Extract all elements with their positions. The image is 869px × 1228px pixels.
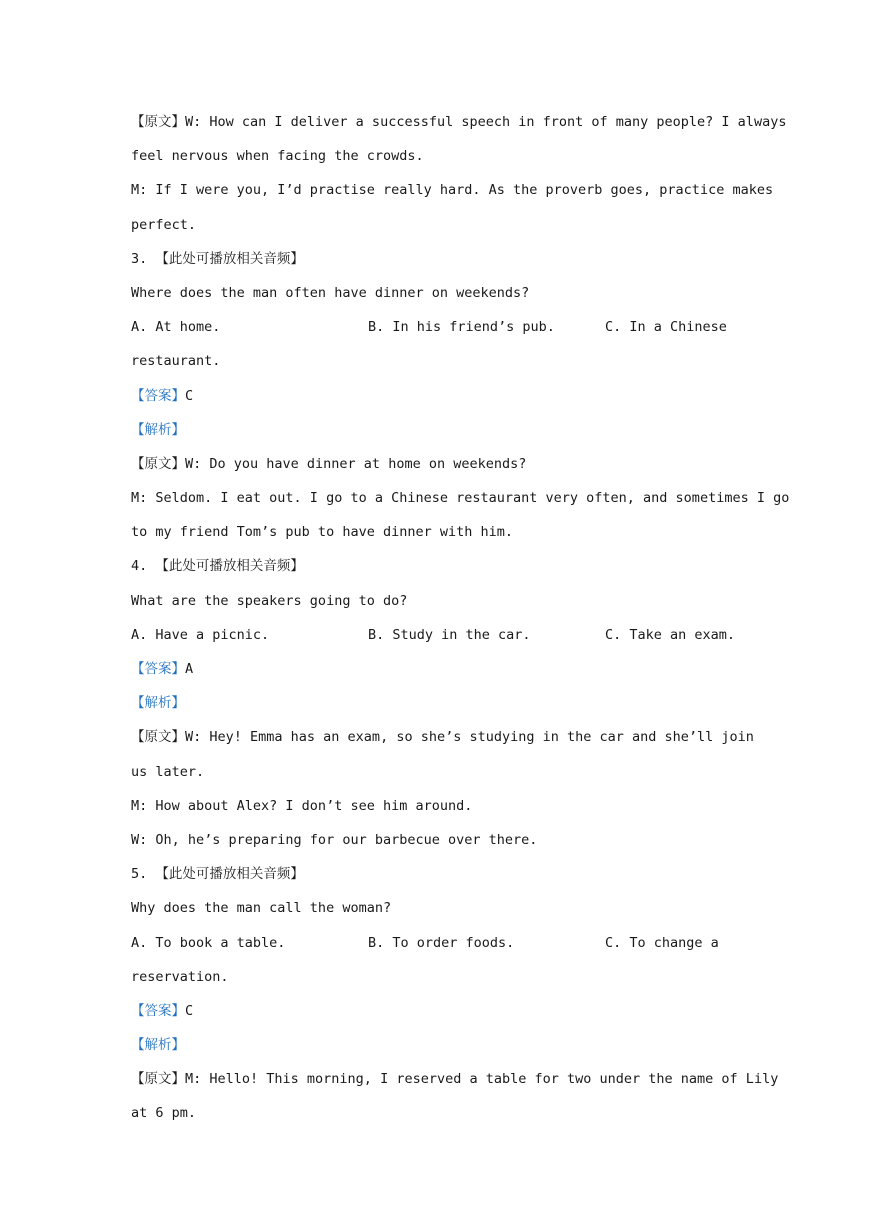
options-row	[131, 926, 741, 960]
transcript-line: 【原文】W: Hey! Emma has an exam, so she’s studying in the car and she’ll join	[131, 729, 754, 746]
analysis-label: 【解析】	[131, 1037, 185, 1054]
answer-label: 【答案】	[131, 661, 185, 677]
document-content	[131, 105, 790, 1131]
answer-line	[131, 652, 741, 686]
transcript-line: perfect.	[131, 216, 197, 233]
question-text: Why does the man call the woman?	[131, 900, 392, 917]
question-header: 3. 【此处可播放相关音频】	[131, 250, 304, 267]
option-c: C. To change a	[605, 934, 719, 951]
option-c-continued: restaurant.	[131, 353, 221, 370]
question-header: 5. 【此处可播放相关音频】	[131, 866, 304, 883]
transcript-line: M: If I were you, I’d practise really hard. As the proverb goes, practice makes	[131, 182, 774, 199]
transcript-line: to my friend Tom’s pub to have dinner with him.	[131, 524, 514, 541]
answer-value: C	[185, 1002, 194, 1019]
transcript-line: feel nervous when facing the crowds.	[131, 148, 424, 165]
option-a: A. At home.	[131, 319, 221, 336]
option-a: A. Have a picnic.	[131, 626, 270, 643]
transcript-line: 【原文】W: How can I deliver a successful speech in front of many people? I always	[131, 114, 787, 130]
transcript-line: us later.	[131, 763, 205, 780]
transcript-line: at 6 pm.	[131, 1105, 197, 1122]
transcript-line: 【原文】W: Do you have dinner at home on weekends?	[131, 455, 527, 472]
options-row	[131, 618, 741, 652]
option-b: B. Study in the car.	[368, 626, 531, 643]
answer-value: A	[185, 661, 194, 677]
option-b: B. In his friend’s pub.	[368, 319, 555, 336]
transcript-line: M: How about Alex? I don’t see him around.	[131, 797, 473, 814]
option-c-continued: reservation.	[131, 968, 229, 985]
answer-value: C	[185, 387, 194, 404]
answer-label: 【答案】	[131, 387, 185, 404]
option-b: B. To order foods.	[368, 934, 515, 951]
question-text: What are the speakers going to do?	[131, 592, 408, 609]
answer-label: 【答案】	[131, 1002, 185, 1019]
transcript-line: W: Oh, he’s preparing for our barbecue over there.	[131, 831, 538, 848]
question-header: 4. 【此处可播放相关音频】	[131, 558, 304, 575]
answer-line	[131, 994, 741, 1028]
option-a: A. To book a table.	[131, 934, 286, 951]
analysis-label: 【解析】	[131, 695, 185, 712]
answer-line	[131, 379, 741, 413]
transcript-line: M: Seldom. I eat out. I go to a Chinese restaurant very often, and sometimes I go	[131, 490, 790, 507]
option-c: C. In a Chinese	[605, 319, 727, 336]
analysis-label: 【解析】	[131, 421, 185, 438]
question-text: Where does the man often have dinner on weekends?	[131, 284, 530, 301]
option-c: C. Take an exam.	[605, 626, 736, 643]
options-row	[131, 310, 741, 344]
transcript-line: 【原文】M: Hello! This morning, I reserved a table for two under the name of Lily	[131, 1071, 779, 1088]
